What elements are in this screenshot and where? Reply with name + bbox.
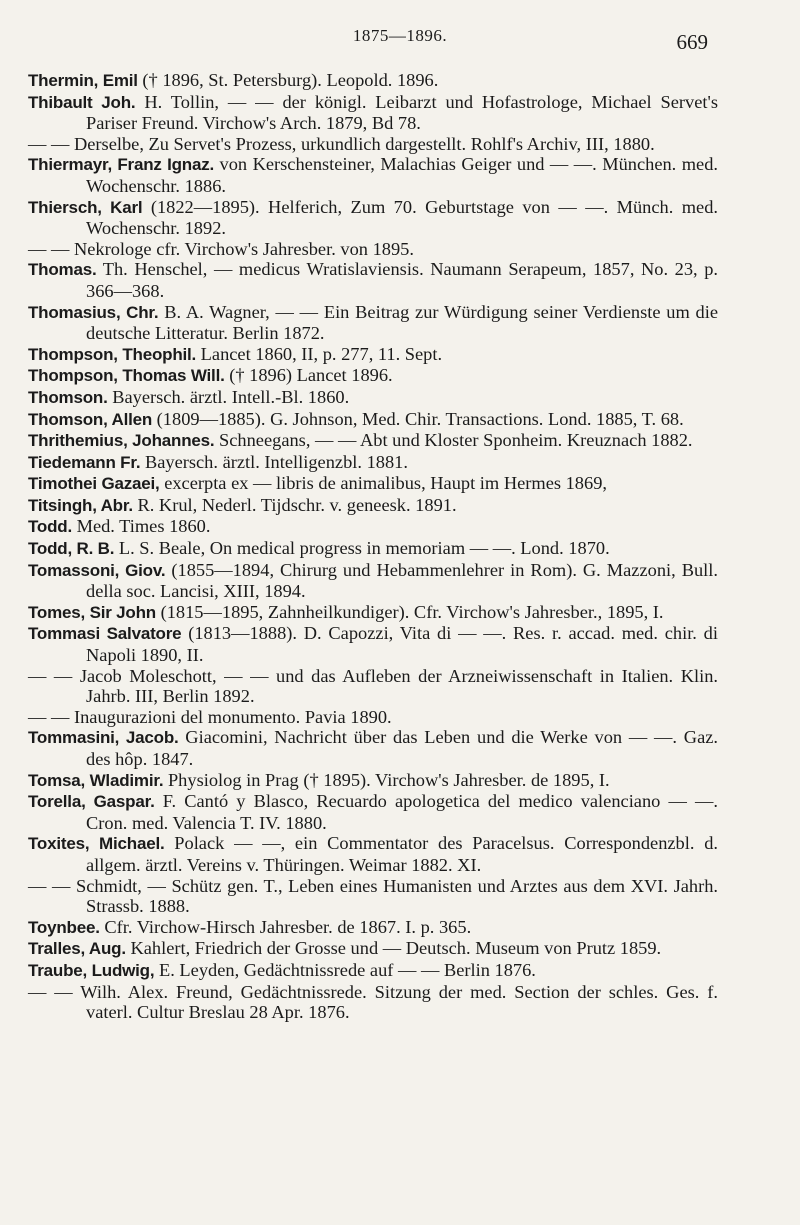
entry-headword: Todd.: [28, 517, 72, 537]
entry-text: (1855—1894, Chirurg und Hebammenlehrer in Rom). G. Mazzoni, Bull. della soc. Lancisi, XIII, 1894.: [86, 559, 718, 602]
bibliography-entry: [28, 602, 718, 624]
entry-text: Bayersch. ärztl. Intell.-Bl. 1860.: [107, 386, 350, 407]
page-number: 669: [676, 30, 708, 54]
bibliography-entry: [28, 259, 718, 301]
entry-text: R. Krul, Nederl. Tijdschr. v. geneesk. 1891.: [132, 494, 457, 515]
page-header: [0, 22, 800, 52]
entry-headword: Thomas.: [28, 260, 97, 280]
bibliography-entry: [28, 516, 718, 538]
entry-text: — — Nekrologe cfr. Virchow's Jahresber. von 1895.: [28, 238, 414, 259]
entry-headword: Tomes, Sir John: [28, 602, 156, 622]
bibliography-entry: [28, 473, 718, 495]
bibliography-entry: [28, 239, 718, 260]
entry-headword: Tiedemann Fr.: [28, 452, 141, 472]
entry-text: Bayersch. ärztl. Intelligenzbl. 1881.: [140, 451, 408, 472]
entry-headword: Timothei Gazaei,: [28, 474, 160, 494]
bibliography-entry: [28, 770, 718, 792]
entry-text: F. Cantó y Blasco, Recuardo apologetica del medico valenciano — —. Cron. med. Valencia T. IV. 1880.: [86, 791, 718, 833]
entry-text: Th. Henschel, — medicus Wratislaviensis. Naumann Serapeum, 1857, No. 23, p. 366—368.: [86, 259, 718, 301]
bibliography-entry: [28, 452, 718, 474]
entry-headword: Thomson, Allen: [28, 409, 153, 429]
entry-text: — — Jacob Moleschott, — — und das Aufleben der Arzneiwissenschaft in Italien. Klin. Jahrb. III, Berlin 1892.: [28, 665, 718, 707]
bibliography-entry: [28, 409, 718, 431]
entry-text: Med. Times 1860.: [72, 516, 211, 537]
entry-headword: Thompson, Theophil.: [28, 344, 197, 364]
entry-text: Polack — —, ein Commentator des Paracelsus. Correspondenzbl. d. allgem. ärztl. Vereins v. Thüringen. Weimar 1882. XI.: [86, 833, 718, 875]
entry-text: H. Tollin, — — der königl. Leibarzt und Hofastrologe, Michael Servet's Pariser Freund. Virchow's Arch. 1879, Bd 78.: [86, 91, 718, 134]
bibliography-entry: [28, 70, 718, 92]
running-head-years: 1875—1896.: [352, 26, 448, 45]
bibliography-entry: [28, 833, 718, 875]
bibliography-entry: [28, 982, 718, 1023]
bibliography-entry: [28, 495, 718, 517]
entry-headword: Tralles, Aug.: [28, 939, 126, 959]
entry-headword: Titsingh, Abr.: [28, 495, 133, 515]
bibliography-entry: [28, 365, 718, 387]
entry-text: B. A. Wagner, — — Ein Beitrag zur Würdigung seiner Verdienste um die deutsche Litteratur. Berlin 1872.: [86, 301, 719, 344]
entry-text: (1813—1888). D. Capozzi, Vita di — —. Res. r. accad. med. chir. di Napoli 1890, II.: [86, 623, 718, 666]
entry-text: († 1896, St. Petersburg). Leopold. 1896.: [137, 70, 439, 90]
entry-headword: Toynbee.: [28, 917, 100, 937]
entry-text: Physiolog in Prag († 1895). Virchow's Jahresber. de 1895, I.: [163, 769, 610, 790]
entry-text: Lancet 1860, II, p. 277, 11. Sept.: [196, 343, 443, 364]
entry-headword: Tommasi Salvatore: [28, 624, 182, 644]
bibliography-entry: [28, 302, 718, 344]
entry-text: von Kerschensteiner, Malachias Geiger und — —. München. med. Wochenschr. 1886.: [86, 154, 719, 196]
entry-text: excerpta ex — libris de animalibus, Haupt im Hermes 1869,: [159, 473, 607, 494]
bibliography-entry: [28, 538, 718, 560]
entry-headword: Traube, Ludwig,: [28, 960, 155, 980]
entry-headword: Thompson, Thomas Will.: [28, 366, 225, 386]
entry-headword: Tomsa, Wladimir.: [28, 770, 164, 790]
entry-headword: Todd, R. B.: [28, 539, 115, 559]
entry-headword: Tommasini, Jacob.: [28, 728, 179, 748]
entry-text: Kahlert, Friedrich der Grosse und — Deutsch. Museum von Prutz 1859.: [125, 938, 662, 959]
bibliography-entry: [28, 134, 718, 155]
entry-text: L. S. Beale, On medical progress in memoriam — —. Lond. 1870.: [114, 538, 610, 559]
bibliography-entry: [28, 560, 718, 602]
bibliography-entry: [28, 197, 718, 239]
entry-text: E. Leyden, Gedächtnissrede auf — — Berlin 1876.: [154, 959, 536, 980]
entry-text: Schneegans, — — Abt und Kloster Sponheim. Kreuznach 1882.: [214, 430, 693, 451]
entry-headword: Thomasius, Chr.: [28, 302, 159, 322]
bibliography-entry: [28, 938, 718, 960]
entry-headword: Thibault Joh.: [28, 92, 136, 112]
bibliography-entry: [28, 791, 718, 833]
entry-headword: Thomson.: [28, 387, 108, 407]
entry-headword: Torella, Gaspar.: [28, 792, 155, 812]
entry-headword: Thiersch, Karl: [28, 197, 143, 217]
entry-text: (1822—1895). Helferich, Zum 70. Geburtstage von — —. Münch. med. Wochenschr. 1892.: [86, 196, 718, 239]
bibliography-entry: [28, 960, 718, 982]
entry-headword: Tomassoni, Giov.: [28, 560, 166, 580]
entry-text: (1815—1895, Zahnheilkundiger). Cfr. Virchow's Jahresber., 1895, I.: [156, 601, 664, 622]
bibliography-entry: [28, 92, 718, 134]
bibliography-entry: [28, 344, 718, 366]
entry-headword: Thermin, Emil: [28, 71, 138, 90]
entry-text: Giacomini, Nachricht über das Leben und die Werke von — —. Gaz. des hôp. 1847.: [86, 727, 718, 769]
entry-text: († 1896) Lancet 1896.: [224, 365, 393, 386]
bibliography-entry: [28, 917, 718, 939]
entry-text: — — Schmidt, — Schütz gen. T., Leben eines Humanisten und Arztes aus dem XVI. Jahrh. Strassb. 1888.: [28, 875, 718, 917]
entry-text: — — Derselbe, Zu Servet's Prozess, urkundlich dargestellt. Rohlf's Archiv, III, 1880.: [28, 133, 655, 154]
bibliography-entry: [28, 727, 718, 769]
entry-text: — — Inaugurazioni del monumento. Pavia 1890.: [28, 706, 392, 727]
bibliography-entry: [28, 707, 718, 728]
entry-text: — — Wilh. Alex. Freund, Gedächtnissrede. Sitzung der med. Section der schles. Ges. f. vaterl. Cultur Breslau 28 Apr. 1876.: [28, 981, 718, 1023]
entry-text: Cfr. Virchow-Hirsch Jahresber. de 1867. I. p. 365.: [99, 916, 472, 937]
bibliography-entry: [28, 623, 718, 665]
entry-text: (1809—1885). G. Johnson, Med. Chir. Transactions. Lond. 1885, T. 68.: [152, 408, 684, 429]
bibliography-entry: [28, 430, 718, 452]
bibliography-entries: [28, 70, 718, 1023]
bibliography-entry: [28, 154, 718, 196]
bibliography-entry: [28, 387, 718, 409]
entry-headword: Toxites, Michael.: [28, 834, 165, 854]
bibliography-entry: [28, 666, 718, 707]
entry-headword: Thiermayr, Franz Ignaz.: [28, 155, 215, 175]
entry-headword: Thrithemius, Johannes.: [28, 431, 215, 451]
bibliography-entry: [28, 876, 718, 917]
